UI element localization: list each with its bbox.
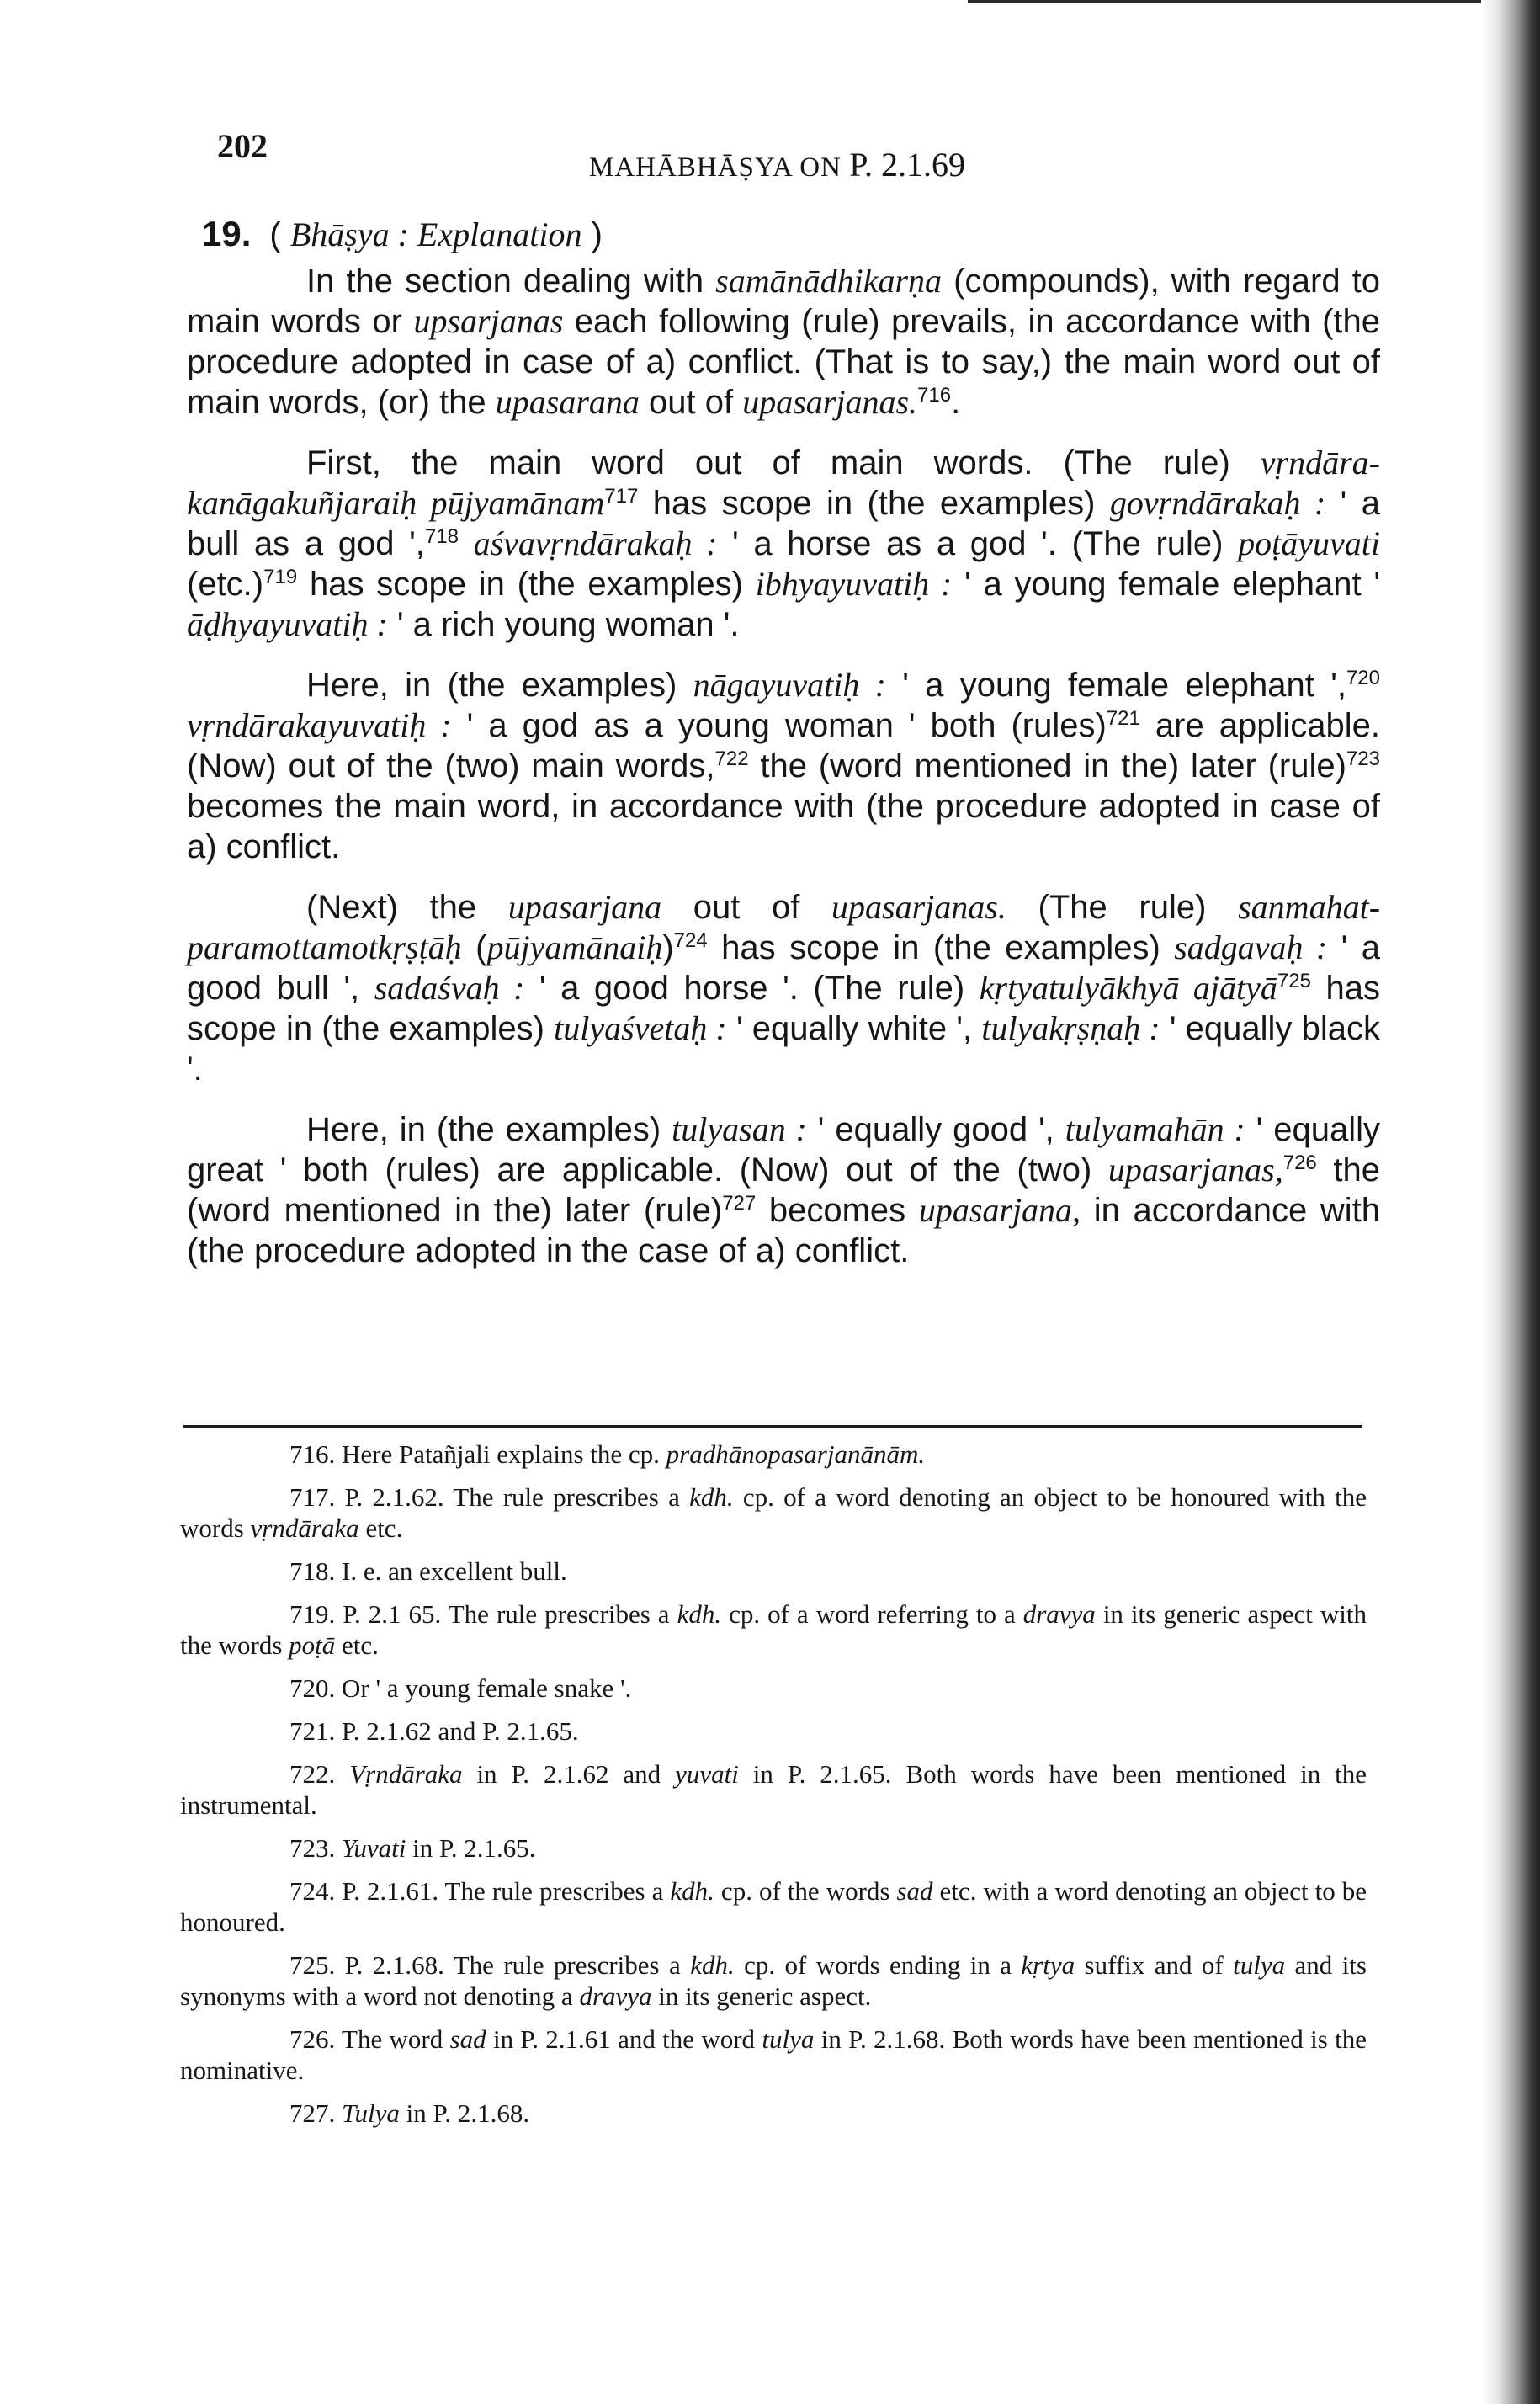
term: govṛndārakaḥ : [1109, 484, 1326, 522]
section-close: ) [591, 216, 603, 253]
text-run: ' a bull as a god ', [187, 485, 1380, 562]
term: vṛndārakanāgakuñjaraiḥ pūjyamānam [187, 444, 1380, 522]
text-run: 718. I. e. an excellent bull. [289, 1556, 567, 1586]
term: tulya [762, 2024, 815, 2054]
text-run: etc. with a word denoting an object to be honoured. [180, 1876, 1367, 1937]
text-run: etc. [335, 1630, 379, 1660]
text-run: Here, in (the examples) [306, 1111, 672, 1148]
term: kdh. [689, 1482, 734, 1512]
text-run: has scope in (the examples) [707, 929, 1175, 966]
text-run: in P. 2.1.68. [399, 2098, 530, 2128]
text-run: 722. [289, 1759, 350, 1789]
term: sadaśvaḥ : [374, 969, 525, 1007]
term: tulyaśvetaḥ : [554, 1009, 727, 1047]
text-run: ' a young female elephant ', [885, 667, 1346, 704]
footnote-ref: 716 [917, 384, 952, 407]
footnote-727 [180, 2086, 1367, 2129]
text-run: cp. of a word denoting an object to be honoured with the words [180, 1482, 1367, 1543]
paragraph-1 [187, 261, 1380, 423]
term: poṭāyuvati [1238, 524, 1380, 562]
text-run: 716. Here Patañjali explains the cp. [289, 1439, 666, 1469]
term: kdh. [690, 1950, 735, 1980]
text-run: the (word mentioned in the) later (rule) [748, 747, 1346, 784]
term: dravya [579, 1981, 652, 2011]
footnote-ref: 727 [722, 1192, 757, 1215]
text-run: out of [639, 384, 743, 421]
text-run: (Next) the [306, 889, 508, 926]
footnote-725 [180, 1938, 1367, 2012]
term: sad [896, 1876, 933, 1906]
text-run: has scope in (the examples) [297, 566, 756, 603]
text-run: 727. [289, 2098, 342, 2128]
term: pradhānopasarjanānām. [666, 1439, 926, 1469]
paragraph-3 [187, 665, 1380, 867]
term: sanmahatparamottamotkṛṣṭāḥ [187, 888, 1381, 966]
text-run: ' equally black '. [187, 1010, 1381, 1088]
text-run: cp. of the words [714, 1876, 897, 1906]
text-run: ) [662, 929, 674, 966]
text-run: ' equally white ', [726, 1010, 982, 1047]
text-run: 724. P. 2.1.61. The rule prescribes a [289, 1876, 671, 1906]
term: kdh. [677, 1599, 722, 1629]
footnotes [180, 1427, 1367, 2129]
footnote-718 [180, 1544, 1367, 1587]
term: poṭā [289, 1630, 336, 1660]
term: tulya [1233, 1950, 1286, 1980]
term: sad [449, 2024, 486, 2054]
footnote-720 [180, 1661, 1367, 1704]
text-run: 726. The word [289, 2024, 450, 2054]
term: upasarjana, [918, 1191, 1081, 1229]
paragraph-5 [187, 1109, 1380, 1271]
term: tulyakṛṣṇaḥ : [981, 1009, 1160, 1047]
footnote-ref: 725 [1277, 970, 1311, 992]
book-binding-shadow [1481, 0, 1540, 2404]
term: dravya [1022, 1599, 1096, 1629]
term: Tulya [342, 2098, 400, 2128]
text-run [459, 525, 474, 562]
footnote-723 [180, 1821, 1367, 1864]
term: upasarana [495, 383, 640, 421]
term: upasarjana [507, 888, 662, 926]
text-run: in its generic aspect with the words [180, 1599, 1367, 1660]
scan-top-edge [968, 0, 1540, 3]
term: sadgavaḥ : [1174, 928, 1328, 966]
text-run: becomes [756, 1192, 919, 1229]
text-run: 719. P. 2.1 65. The rule prescribes a [289, 1599, 677, 1629]
text-run: (The rule) [1006, 889, 1239, 926]
text-run: ' equally good ', [806, 1111, 1065, 1148]
term: Vṛndāraka [349, 1759, 463, 1789]
section-heading [202, 214, 603, 254]
text-run: out of [661, 889, 832, 926]
term: vṛndārakayuvatiḥ : [187, 706, 452, 744]
term: samānādhikarṇa [715, 262, 943, 300]
text-run: ( [461, 929, 487, 966]
text-run: ' equally great ' both (rules) are applicable. (Now) out of the (two) [187, 1111, 1380, 1189]
footnote-ref: 726 [1282, 1151, 1317, 1174]
footnote-ref: 720 [1346, 667, 1380, 689]
paragraph-2 [187, 443, 1380, 645]
text-run: has scope in (the examples) [187, 970, 1380, 1047]
term: ibhyayuvatiḥ : [755, 565, 953, 603]
text-run: has scope in (the examples) [638, 485, 1110, 522]
text-run: ' a god as a young woman ' both (rules) [451, 707, 1107, 744]
text-run: (compounds), with regard to main words or [187, 263, 1380, 340]
page-number: 202 [217, 127, 268, 165]
text-run: are applicable. (Now) out of the (two) main words, [187, 707, 1380, 784]
footnote-717 [180, 1470, 1367, 1544]
text-run: etc. [358, 1513, 403, 1543]
text-run: in P. 2.1.61 and the word [486, 2024, 762, 2054]
footnote-ref: 719 [263, 566, 298, 588]
text-run: 721. P. 2.1.62 and P. 2.1.65. [289, 1716, 579, 1746]
text-run: in its generic aspect. [651, 1981, 872, 2011]
text-run: . [951, 384, 961, 421]
running-title [589, 145, 965, 184]
main-text [187, 261, 1380, 1291]
term: upsarjanas [413, 302, 564, 340]
footnote-ref: 717 [604, 485, 639, 508]
text-run: 725. P. 2.1.68. The rule prescribes a [289, 1950, 691, 1980]
footnote-722 [180, 1747, 1367, 1821]
footnote-724 [180, 1864, 1367, 1938]
term: upasarjanas. [742, 383, 918, 421]
term: āḍhyayuvatiḥ : [187, 605, 388, 643]
text-run: ' a good bull ', [187, 929, 1381, 1007]
text-run: cp. of a word referring to a [721, 1599, 1023, 1629]
footnote-721 [180, 1704, 1367, 1747]
paragraph-4 [187, 887, 1380, 1089]
term: vṛndāraka [250, 1513, 359, 1543]
text-run: (etc.) [187, 566, 264, 603]
footnote-ref: 718 [424, 525, 459, 548]
term: tulyasan : [672, 1110, 807, 1148]
term: nāgayuvatiḥ : [693, 666, 886, 704]
text-run: First, the main word out of main words. (The rule) [306, 444, 1261, 481]
term: pūjyamānaiḥ [486, 928, 663, 966]
footnote-ref: 723 [1346, 747, 1380, 770]
footnote-719 [180, 1587, 1367, 1661]
text-run: 720. Or ' a young female snake '. [289, 1673, 632, 1703]
term: kṛtya [1021, 1950, 1075, 1980]
text-run: ' a young female elephant ' [952, 566, 1381, 603]
running-title-text: MAHĀBHĀṢYA ON [589, 152, 842, 183]
term: upasarjanas, [1107, 1151, 1283, 1189]
running-title-ref: P. 2.1.69 [849, 146, 966, 183]
section-open: ( [269, 216, 281, 253]
section-label: Bhāṣya : Explanation [289, 215, 582, 253]
footnote-716 [180, 1427, 1367, 1470]
text-run: in P. 2.1.65. [406, 1833, 536, 1863]
text-run: each following (rule) prevails, in accordance with (the procedure adopted in case of a) conflict. (That is to say,) the main word out of main words, (or) the [187, 303, 1380, 421]
term: kṛtyatulyākhyā ajātyā [979, 969, 1277, 1007]
section-number: 19. [202, 214, 252, 253]
term: upasarjanas. [831, 888, 1006, 926]
term: tulyamahān : [1065, 1110, 1245, 1148]
term: yuvati [675, 1759, 739, 1789]
text-run: suffix and of [1075, 1950, 1234, 1980]
text-run: in P. 2.1.62 and [462, 1759, 676, 1789]
footnote-ref: 724 [673, 929, 708, 952]
text-run: ' a good horse '. (The rule) [524, 970, 980, 1007]
text-run: in accordance with (the procedure adopted in the case of a) conflict. [187, 1192, 1381, 1269]
term: kdh. [670, 1876, 714, 1906]
text-run: in P. 2.1.65. Both words have been mentioned in the instrumental. [180, 1759, 1367, 1820]
term: Yuvati [342, 1833, 406, 1863]
text-run: ' a rich young woman '. [387, 606, 740, 643]
text-run: and its synonyms with a word not denoting a [180, 1950, 1367, 2011]
term: aśvavṛndārakaḥ : [473, 524, 718, 562]
text-run: ' a horse as a god '. (The rule) [717, 525, 1239, 562]
footnote-ref: 721 [1106, 707, 1140, 730]
text-run: cp. of words ending in a [734, 1950, 1022, 1980]
text-run: 717. P. 2.1.62. The rule prescribes a [289, 1482, 690, 1512]
text-run: Here, in (the examples) [306, 667, 693, 704]
footnote-ref: 722 [714, 747, 749, 770]
text-run: becomes the main word, in accordance with (the procedure adopted in case of a) conflict. [187, 788, 1380, 865]
footnote-726 [180, 2012, 1367, 2086]
text-run: In the section dealing with [306, 263, 716, 300]
text-run: the (word mentioned in the) later (rule) [187, 1151, 1380, 1229]
text-run: 723. [289, 1833, 342, 1863]
text-run: in P. 2.1.68. Both words have been mentioned is the nominative. [180, 2024, 1367, 2085]
